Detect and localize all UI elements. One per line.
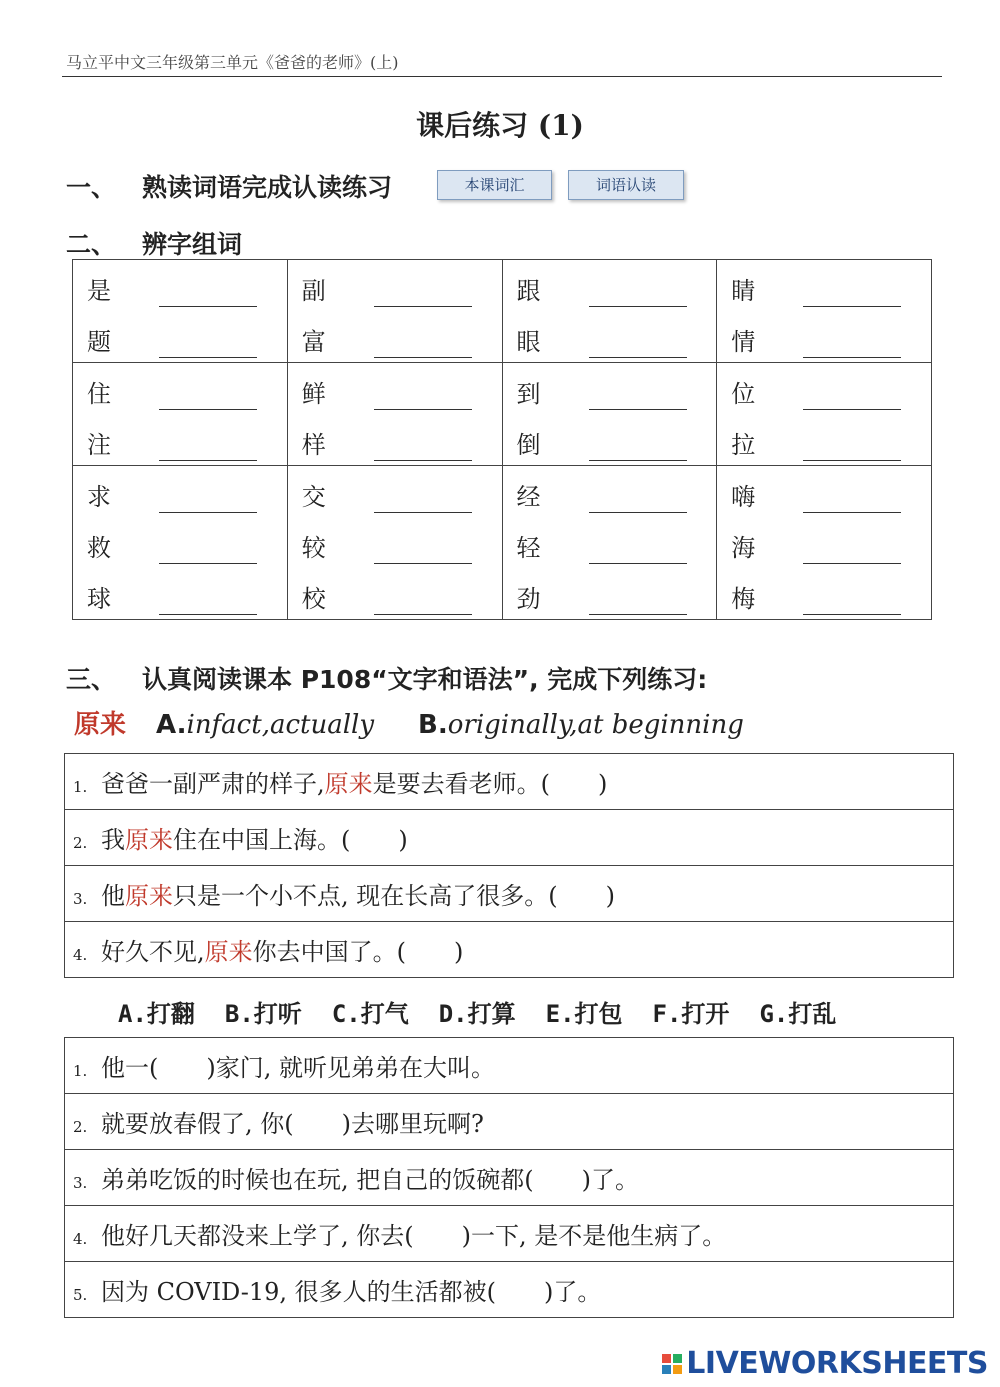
char-group-cell [73, 466, 288, 620]
question-row [65, 810, 954, 866]
word-blank[interactable] [589, 584, 687, 615]
word-blank[interactable] [374, 533, 472, 564]
question-text: 只是一个小不点, 现在长高了很多。( ) [173, 882, 615, 910]
word-blank[interactable] [589, 533, 687, 564]
question-number: 4. [73, 946, 88, 964]
question-cell[interactable] [65, 1262, 954, 1318]
option-letter: A. [156, 710, 187, 740]
question-cell[interactable] [65, 754, 954, 810]
question-cell[interactable] [65, 1206, 954, 1262]
question-text: 他好几天都没来上学了, 你去( )一下, 是不是他生病了。 [101, 1222, 727, 1250]
word-blank[interactable] [803, 482, 901, 513]
character: 是 [87, 277, 111, 305]
character: 经 [516, 483, 541, 511]
character: 校 [301, 585, 326, 613]
word-blank[interactable] [374, 379, 472, 410]
option-letter: B. [418, 710, 448, 740]
character: 鲜 [301, 380, 326, 408]
char-group-cell [502, 466, 717, 620]
character: 球 [87, 585, 111, 613]
logo-icon [662, 1354, 682, 1374]
word-blank[interactable] [589, 276, 687, 307]
question-text: 他一( )家门, 就听见弟弟在大叫。 [101, 1054, 495, 1082]
question-text: 我 [101, 826, 125, 854]
logo-text: LIVEWORKSHEETS [686, 1346, 988, 1381]
word-blank[interactable] [374, 584, 472, 615]
question-row [65, 1150, 954, 1206]
word-blank[interactable] [159, 533, 257, 564]
yuanlai-options [74, 704, 744, 741]
da-option: C.打气 [331, 1000, 409, 1028]
character: 交 [301, 483, 326, 511]
question-text: 好久不见, [101, 938, 205, 966]
question-row [65, 1206, 954, 1262]
section-1-label: 熟读词语完成认读练习 [142, 173, 393, 202]
question-row [65, 754, 954, 810]
section-3-number: 三、 [66, 665, 117, 694]
da-question-table [64, 1037, 954, 1318]
word-blank[interactable] [374, 276, 472, 307]
question-number: 2. [73, 834, 88, 852]
option-text: infact,actually [186, 710, 375, 740]
word-blank[interactable] [589, 327, 687, 358]
char-group-cell [287, 363, 502, 466]
word-blank[interactable] [159, 584, 257, 615]
question-cell[interactable] [65, 1150, 954, 1206]
page-header: 马立平中文三年级第三单元《爸爸的老师》(上) [66, 53, 399, 72]
character-grid [72, 259, 932, 620]
character: 注 [87, 431, 111, 459]
question-cell[interactable] [65, 866, 954, 922]
character: 眼 [516, 328, 541, 356]
da-option: D.打算 [438, 1000, 516, 1028]
char-group-cell [73, 260, 288, 363]
word-blank[interactable] [803, 379, 901, 410]
question-text: 爸爸一副严肃的样子, [101, 770, 325, 798]
section-2-number: 二、 [66, 230, 117, 259]
character: 位 [731, 380, 756, 408]
word-blank[interactable] [589, 482, 687, 513]
question-number: 5. [73, 1286, 88, 1304]
question-cell[interactable] [65, 1038, 954, 1094]
section-2-label: 辨字组词 [142, 230, 243, 259]
character: 跟 [516, 277, 541, 305]
character: 样 [301, 431, 326, 459]
char-group-cell [717, 466, 932, 620]
question-text: 就要放春假了, 你( )去哪里玩啊? [101, 1110, 484, 1138]
question-number: 2. [73, 1118, 88, 1136]
word-blank[interactable] [589, 430, 687, 461]
character: 轻 [516, 534, 541, 562]
character: 睛 [731, 277, 756, 305]
question-row [65, 922, 954, 978]
grid-row [73, 363, 932, 466]
character: 拉 [731, 431, 756, 459]
da-option: A.打翻 [118, 1000, 195, 1028]
section-3-heading [66, 660, 707, 696]
word-blank[interactable] [159, 379, 257, 410]
word-blank[interactable] [159, 430, 257, 461]
char-group-cell [287, 260, 502, 363]
da-option: E.打包 [545, 1000, 623, 1028]
char-group-cell [717, 260, 932, 363]
word-blank[interactable] [803, 584, 901, 615]
character: 嗨 [731, 483, 756, 511]
da-option: B.打听 [224, 1000, 302, 1028]
question-number: 4. [73, 1230, 88, 1248]
page-title: 课后练习 (1) [416, 109, 584, 142]
char-group-cell [502, 260, 717, 363]
character: 副 [301, 277, 326, 305]
question-row [65, 1094, 954, 1150]
option-b [418, 710, 744, 740]
word-blank[interactable] [803, 533, 901, 564]
word-blank[interactable] [374, 482, 472, 513]
section-1-number: 一、 [66, 173, 117, 202]
word-blank[interactable] [159, 482, 257, 513]
section-1-heading [66, 168, 392, 204]
char-group-cell [502, 363, 717, 466]
word-blank[interactable] [159, 276, 257, 307]
character: 海 [731, 534, 756, 562]
char-group-cell [287, 466, 502, 620]
word-blank[interactable] [803, 430, 901, 461]
question-cell[interactable] [65, 810, 954, 866]
da-option: F.打开 [652, 1000, 730, 1028]
highlighted-word: 原来 [324, 770, 373, 798]
character: 倒 [516, 431, 541, 459]
highlighted-word: 原来 [125, 882, 173, 910]
question-cell[interactable] [65, 1094, 954, 1150]
option-text: originally,at beginning [447, 710, 744, 740]
word-blank[interactable] [374, 327, 472, 358]
character: 梅 [731, 585, 756, 613]
word-blank[interactable] [159, 327, 257, 358]
question-number: 3. [73, 890, 88, 908]
word-blank[interactable] [803, 327, 901, 358]
question-number: 1. [73, 1062, 88, 1080]
word-blank[interactable] [589, 379, 687, 410]
character: 住 [87, 380, 111, 408]
highlighted-word: 原来 [125, 826, 173, 854]
header-divider [62, 76, 942, 77]
question-number: 3. [73, 1174, 88, 1192]
grid-row [73, 466, 932, 620]
section-3-label: 认真阅读课本 P108“文字和语法”, 完成下列练习: [142, 665, 708, 694]
word-blank[interactable] [803, 276, 901, 307]
section-2-heading [66, 225, 242, 261]
question-text: 是要去看老师。( ) [372, 770, 608, 798]
da-options [118, 994, 866, 1029]
da-option: G.打乱 [759, 1000, 837, 1028]
character: 救 [87, 534, 111, 562]
question-cell[interactable] [65, 922, 954, 978]
question-text: 他 [101, 882, 125, 910]
character: 到 [516, 380, 541, 408]
yuanlai-question-table [64, 753, 954, 978]
question-text: 因为 COVID-19, 很多人的生活都被( )了。 [101, 1278, 602, 1306]
character: 富 [301, 328, 326, 356]
question-row [65, 1038, 954, 1094]
grid-row [73, 260, 932, 363]
character: 求 [87, 483, 111, 511]
question-text: 你去中国了。( ) [252, 938, 464, 966]
question-row [65, 866, 954, 922]
lesson-vocabulary-button[interactable]: 本课词汇 [437, 170, 552, 200]
liveworksheets-logo [662, 1346, 988, 1381]
highlighted-word: 原来 [204, 938, 253, 966]
character: 题 [87, 328, 111, 356]
word-blank[interactable] [374, 430, 472, 461]
option-a [156, 710, 374, 740]
char-group-cell [717, 363, 932, 466]
question-text: 弟弟吃饭的时候也在玩, 把自己的饭碗都( )了。 [101, 1166, 639, 1194]
target-word: 原来 [74, 710, 127, 740]
question-text: 住在中国上海。( ) [173, 826, 408, 854]
word-recognition-button[interactable]: 词语认读 [568, 170, 684, 200]
character: 较 [301, 534, 326, 562]
question-number: 1. [73, 778, 88, 796]
char-group-cell [73, 363, 288, 466]
character: 劲 [516, 585, 541, 613]
character: 情 [731, 328, 756, 356]
question-row [65, 1262, 954, 1318]
